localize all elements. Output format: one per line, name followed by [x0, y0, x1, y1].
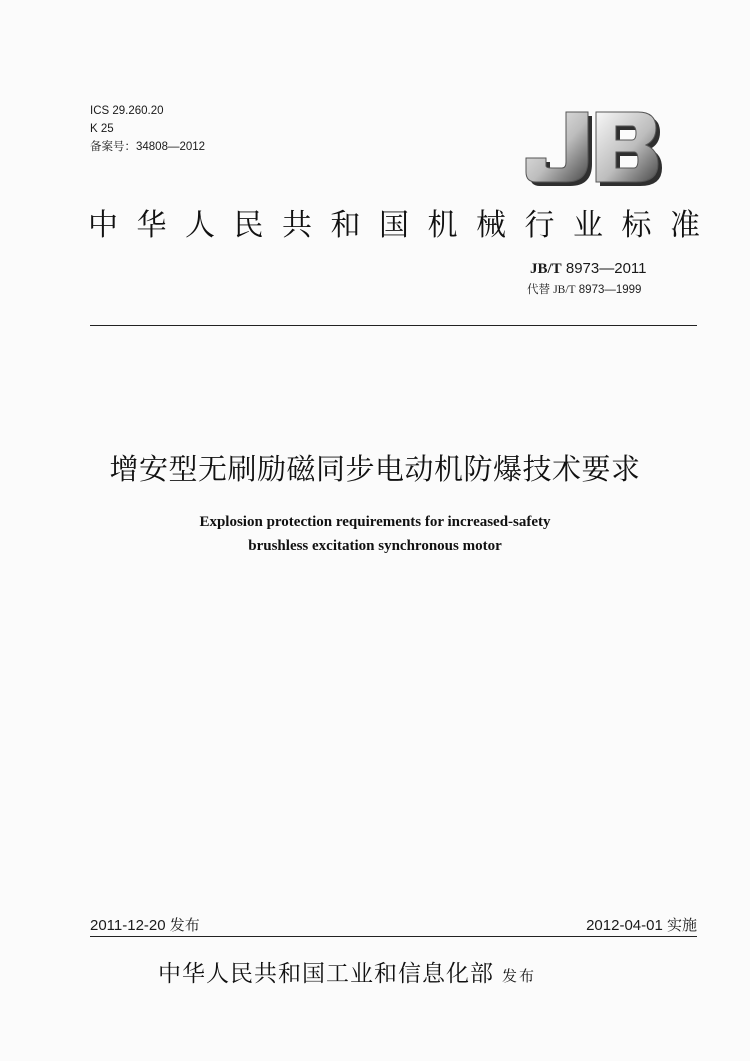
ccs-code: K 25 [90, 123, 114, 135]
heading-char: 华 [136, 208, 167, 243]
standard-code [530, 260, 646, 278]
implementation-date: 2012-04-01 实施 [586, 917, 697, 934]
standard-type-heading [88, 200, 700, 244]
replaces-code: JB/T [553, 284, 576, 296]
standard-code-prefix: JB/T [530, 261, 562, 277]
standard-code-number: 8973—2011 [565, 260, 647, 277]
top-divider [90, 325, 697, 326]
bottom-divider [90, 936, 697, 937]
heading-char: 行 [524, 208, 555, 243]
heading-char: 业 [573, 208, 603, 243]
heading-char: 标 [621, 208, 652, 243]
replaces-number: 8973—1999 [578, 284, 642, 296]
publisher [158, 955, 536, 988]
english-title-line-1: Explosion protection requirements for increased-safety [199, 514, 551, 530]
publisher-name: 中华人民共和国工业和信息化部 [158, 961, 494, 987]
record-value: 34808—2012 [136, 141, 206, 153]
english-title-line-2: brushless excitation synchronous motor [248, 538, 502, 554]
heading-char: 机 [427, 208, 458, 243]
heading-char: 准 [670, 208, 700, 243]
heading-char: 共 [282, 208, 312, 243]
heading-char: 和 [330, 208, 361, 243]
replaces-standard [527, 281, 641, 297]
record-label: 备案号： [90, 141, 136, 153]
heading-char: 人 [185, 208, 215, 243]
heading-char: 中 [88, 208, 118, 243]
heading-char: 国 [379, 208, 409, 243]
jb-logo [522, 108, 662, 188]
record-number [90, 142, 205, 154]
publisher-suffix: 发布 [502, 967, 537, 985]
replaces-label: 代替 [527, 284, 550, 296]
heading-char: 械 [476, 208, 506, 243]
heading-char: 民 [233, 208, 264, 243]
issue-date: 2011-12-20 发布 [90, 917, 200, 934]
chinese-title: 增安型无刷励磁同步电动机防爆技术要求 [109, 452, 641, 486]
ics-code: ICS 29.260.20 [90, 105, 164, 117]
